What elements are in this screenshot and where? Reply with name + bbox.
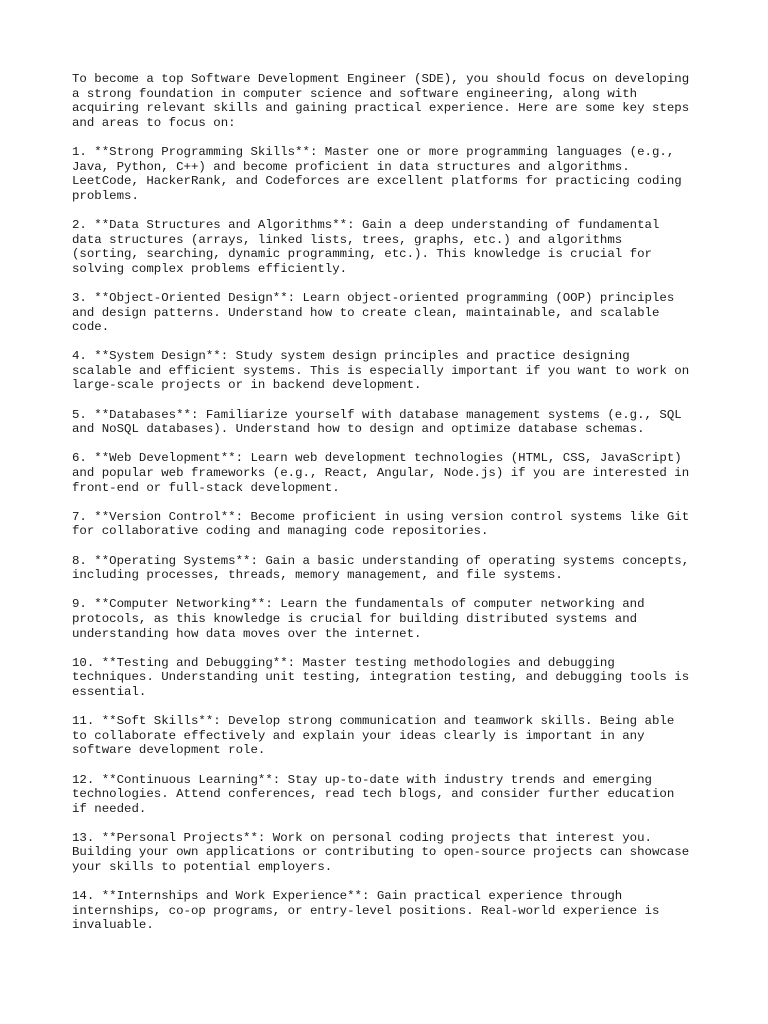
list-item-12: 12. **Continuous Learning**: Stay up-to-date with industry trends and emerging technologies. Attend conferences, read tech blogs, and consider further education if needed. xyxy=(72,772,675,816)
document-page xyxy=(72,72,712,948)
list-item-4: 4. **System Design**: Study system design principles and practice designing scalable and efficient systems. This is especially important if you want to work on large-scale projects or in backend development. xyxy=(72,349,690,393)
list-item-2: 2. **Data Structures and Algorithms**: Gain a deep understanding of fundamental data structures (arrays, linked lists, trees, graphs, etc.) and algorithms (sorting, searching, dynamic programming, etc.). This knowledge is crucial for solving complex problems efficiently. xyxy=(72,217,660,276)
list-item-14: 14. **Internships and Work Experience**: Gain practical experience through internships, co-op programs, or entry-level positions. Real-world experience is invaluable. xyxy=(72,889,660,933)
list-item-3: 3. **Object-Oriented Design**: Learn object-oriented programming (OOP) principles and design patterns. Understand how to create clean, maintainable, and scalable code. xyxy=(72,290,675,335)
list-item-6: 6. **Web Development**: Learn web development technologies (HTML, CSS, JavaScript) and popular web frameworks (e.g., React, Angular, Node.js) if you are interested in front-end or full-stack development. xyxy=(72,451,690,495)
list-item-13: 13. **Personal Projects**: Work on personal coding projects that interest you. Building your own applications or contributing to open-source projects can showcase your skills to potential employers. xyxy=(72,830,690,875)
list-item-9: 9. **Computer Networking**: Learn the fundamentals of computer networking and protocols, as this knowledge is crucial for building distributed systems and understanding how data moves over the internet. xyxy=(72,597,645,641)
list-item-10: 10. **Testing and Debugging**: Master testing methodologies and debugging techniques. Understanding unit testing, integration testing, and debugging tools is essential. xyxy=(72,655,690,699)
intro-paragraph: To become a top Software Development Engineer (SDE), you should focus on developing a strong foundation in computer science and software engineering, along with acquiring relevant skills and gaining practical experience. Here are some key steps and areas to focus on: xyxy=(72,72,690,130)
list-item-8: 8. **Operating Systems**: Gain a basic understanding of operating systems concepts, including processes, threads, memory management, and file systems. xyxy=(72,553,690,583)
list-item-5: 5. **Databases**: Familiarize yourself with database management systems (e.g., SQL and NoSQL databases). Understand how to design and optimize database schemas. xyxy=(72,407,682,437)
list-item-11: 11. **Soft Skills**: Develop strong communication and teamwork skills. Being able to collaborate effectively and explain your ideas clearly is important in any software development role. xyxy=(72,714,675,758)
list-item-7: 7. **Version Control**: Become proficient in using version control systems like Git for collaborative coding and managing code repositories. xyxy=(72,509,690,539)
list-item-1: 1. **Strong Programming Skills**: Master one or more programming languages (e.g., Java, Python, C++) and become proficient in data structures and algorithms. LeetCode, HackerRank, and Codeforces are excellent platforms for practicing coding problems. xyxy=(72,144,682,203)
